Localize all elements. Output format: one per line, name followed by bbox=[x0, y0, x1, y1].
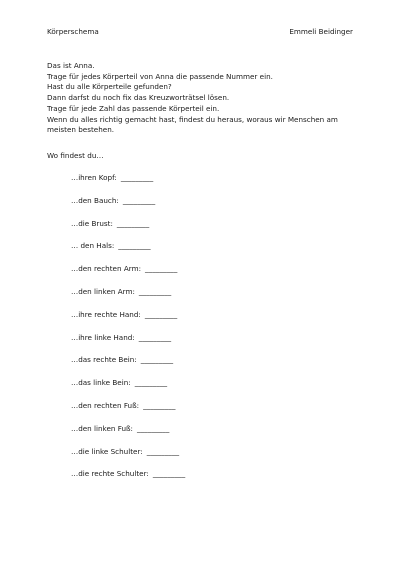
answer-blank[interactable]: _________ bbox=[122, 195, 156, 205]
question-label: …den linken Arm: bbox=[71, 286, 135, 296]
question-item bbox=[71, 424, 185, 447]
question-item bbox=[71, 355, 185, 378]
question-label: …das linke Bein: bbox=[71, 378, 131, 388]
instruction-line: Dann darfst du noch fix das Kreuzworträtsel lösen. bbox=[47, 93, 230, 103]
question-label: …den rechten Arm: bbox=[71, 264, 141, 274]
question-item bbox=[71, 241, 185, 264]
author-name: Emmeli Beidinger bbox=[289, 27, 353, 36]
question-label: … den Hals: bbox=[71, 241, 115, 251]
answer-blank[interactable]: _________ bbox=[120, 173, 154, 182]
question-prompt: Wo findest du… bbox=[47, 151, 104, 160]
answer-blank[interactable]: _________ bbox=[140, 355, 174, 365]
answer-blank[interactable]: _________ bbox=[116, 218, 150, 228]
instruction-line: Wenn du alles richtig gemacht hast, findest du heraus, woraus wir Menschen am bbox=[47, 114, 338, 124]
question-label: …die Brust: bbox=[71, 218, 113, 228]
question-item bbox=[71, 333, 185, 356]
worksheet-title: Körperschema bbox=[47, 27, 99, 36]
instruction-line: Hast du alle Körperteile gefunden? bbox=[47, 82, 172, 92]
question-item bbox=[71, 447, 185, 470]
instruction-line: Das ist Anna. bbox=[47, 61, 95, 70]
question-item bbox=[71, 287, 185, 310]
question-label: …das rechte Bein: bbox=[71, 355, 137, 365]
instruction-line: Trage für jedes Körperteil von Anna die passende Nummer ein. bbox=[47, 71, 273, 81]
answer-blank[interactable]: _________ bbox=[146, 446, 180, 456]
answer-blank[interactable]: _________ bbox=[145, 264, 178, 274]
question-label: …den Bauch: bbox=[71, 195, 119, 205]
question-item bbox=[71, 173, 185, 196]
answer-blank[interactable]: _________ bbox=[136, 423, 170, 433]
question-label: …ihre rechte Hand: bbox=[71, 309, 141, 319]
instructions bbox=[47, 61, 357, 136]
answer-blank[interactable]: _________ bbox=[143, 400, 176, 410]
question-list bbox=[71, 173, 185, 492]
question-item bbox=[71, 196, 185, 219]
question-label: …den rechten Fuß: bbox=[71, 400, 140, 410]
instruction-line: Trage für jede Zahl das passende Körperteil ein. bbox=[47, 103, 220, 113]
question-item bbox=[71, 401, 185, 424]
answer-blank[interactable]: _________ bbox=[134, 378, 168, 388]
question-item bbox=[71, 310, 185, 333]
question-item bbox=[71, 264, 185, 287]
question-item bbox=[71, 469, 185, 492]
answer-blank[interactable]: _________ bbox=[118, 241, 151, 251]
question-label: …die linke Schulter: bbox=[71, 446, 143, 456]
question-label: …die rechte Schulter: bbox=[71, 469, 149, 479]
question-label: …ihren Kopf: bbox=[71, 173, 117, 182]
question-item bbox=[71, 378, 185, 401]
question-label: …ihre linke Hand: bbox=[71, 332, 135, 342]
question-label: …den linken Fuß: bbox=[71, 423, 133, 433]
instruction-line: meisten bestehen. bbox=[47, 125, 115, 135]
answer-blank[interactable]: _________ bbox=[152, 469, 186, 479]
answer-blank[interactable]: _________ bbox=[138, 332, 172, 342]
answer-blank[interactable]: _________ bbox=[144, 309, 178, 319]
question-item bbox=[71, 219, 185, 242]
answer-blank[interactable]: _________ bbox=[138, 286, 172, 296]
